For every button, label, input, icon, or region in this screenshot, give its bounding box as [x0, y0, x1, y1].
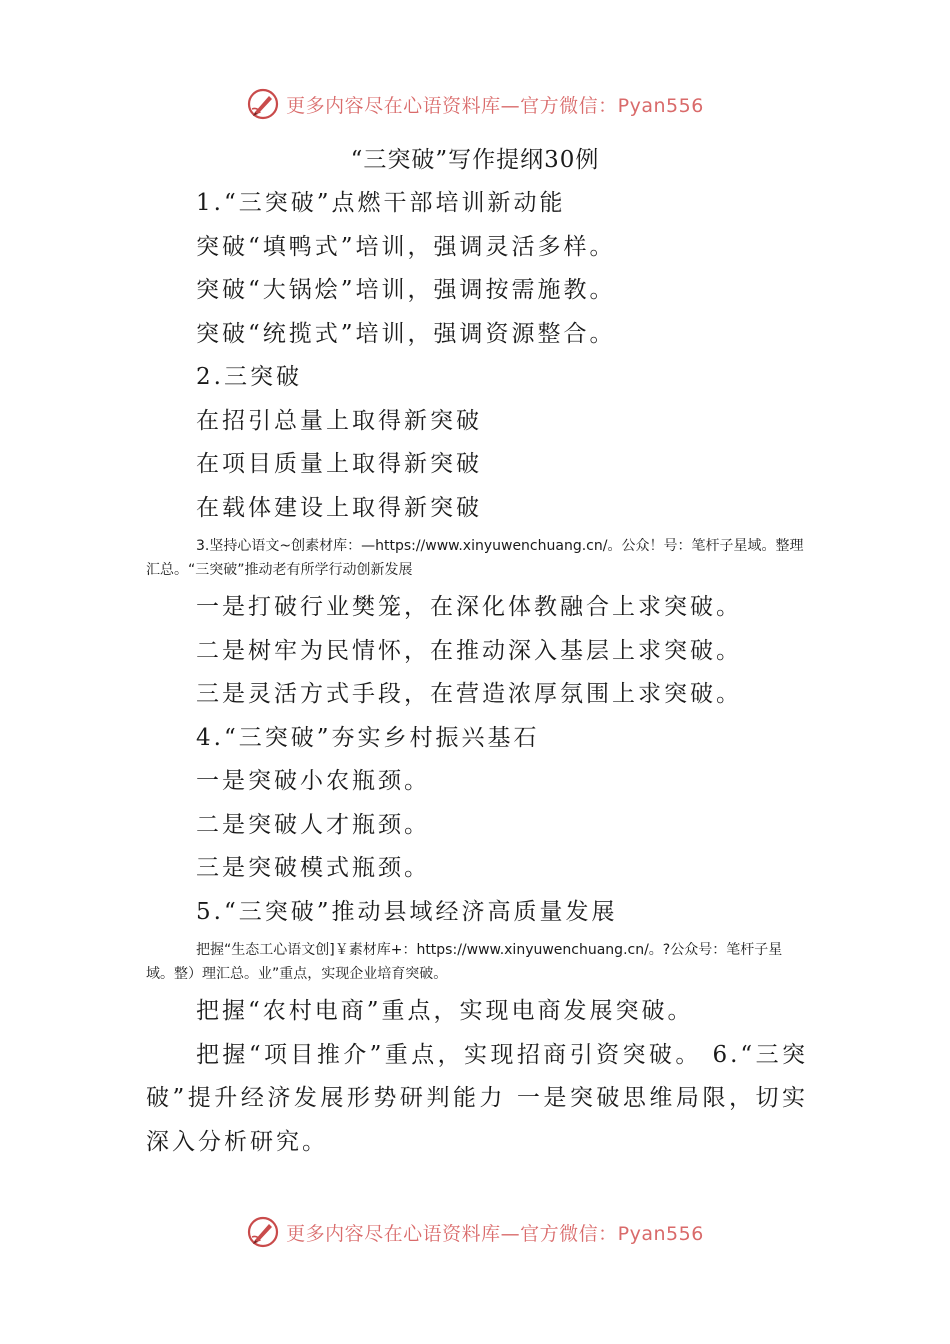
text-line: 4.“三突破”夯实乡村振兴基石: [196, 724, 540, 751]
text-line: 1.“三突破”点燃干部培训新动能: [196, 190, 566, 216]
watermark-note: 把握“生态工心语文创]￥素材库+：https://www.xinyuwenchuang.cn/。?公众号：笔杆子星域。整）理汇总。业”重点，实现企业培育突破。: [146, 942, 783, 982]
text-line: 一是突破小农瓶颈。: [196, 768, 430, 794]
text-line: 突破“大锅烩”培训，强调按需施教。: [196, 277, 616, 303]
text-line: 一是打破行业樊笼，在深化体教融合上求突破。: [196, 594, 742, 620]
text-line: 二是突破人才瓶颈。: [196, 811, 430, 838]
text-line: 突破“填鸭式”培训，强调灵活多样。: [196, 233, 616, 260]
text-line: 在项目质量上取得新突破: [196, 451, 482, 477]
footer-banner-text: 更多内容尽在心语资料库—官方微信：Pyan556: [286, 1222, 704, 1245]
pen-logo-icon: [246, 1215, 280, 1249]
text-line: 三是灵活方式手段，在营造浓厚氛围上求突破。: [196, 681, 742, 707]
text-line: 三是突破模式瓶颈。: [196, 855, 430, 881]
text-line: 把握“农村电商”重点，实现电商发展突破。: [196, 998, 694, 1024]
header-banner: [0, 82, 950, 126]
document-body: [146, 182, 808, 1164]
text-line: 在招引总量上取得新突破: [196, 407, 482, 434]
text-line: 突破“统揽式”培训，强调资源整合。: [196, 320, 616, 347]
final-paragraph: 把握“项目推介”重点，实现招商引资突破。 6.“三突破”提升经济发展形势研判能力 一是突破思维局限，切实深入分析研究。: [146, 1041, 808, 1155]
document-title: “三突破”写作提纲30例: [350, 147, 600, 173]
text-line: 2.三突破: [196, 364, 302, 390]
watermark-note: 3.坚持心语文~创素材库：—https://www.xinyuwenchuang.cn/。公众！号：笔杆子星域。整理汇总。“三突破”推动老有所学行动创新发展: [146, 538, 804, 578]
footer-banner: [0, 1210, 950, 1254]
header-banner-text: 更多内容尽在心语资料库—官方微信：Pyan556: [286, 94, 704, 117]
pen-logo-icon: [246, 87, 280, 121]
text-line: 二是树牢为民情怀，在推动深入基层上求突破。: [196, 637, 742, 664]
text-line: 5.“三突破”推动县域经济高质量发展: [196, 898, 618, 925]
text-line: 在载体建设上取得新突破: [196, 494, 482, 521]
